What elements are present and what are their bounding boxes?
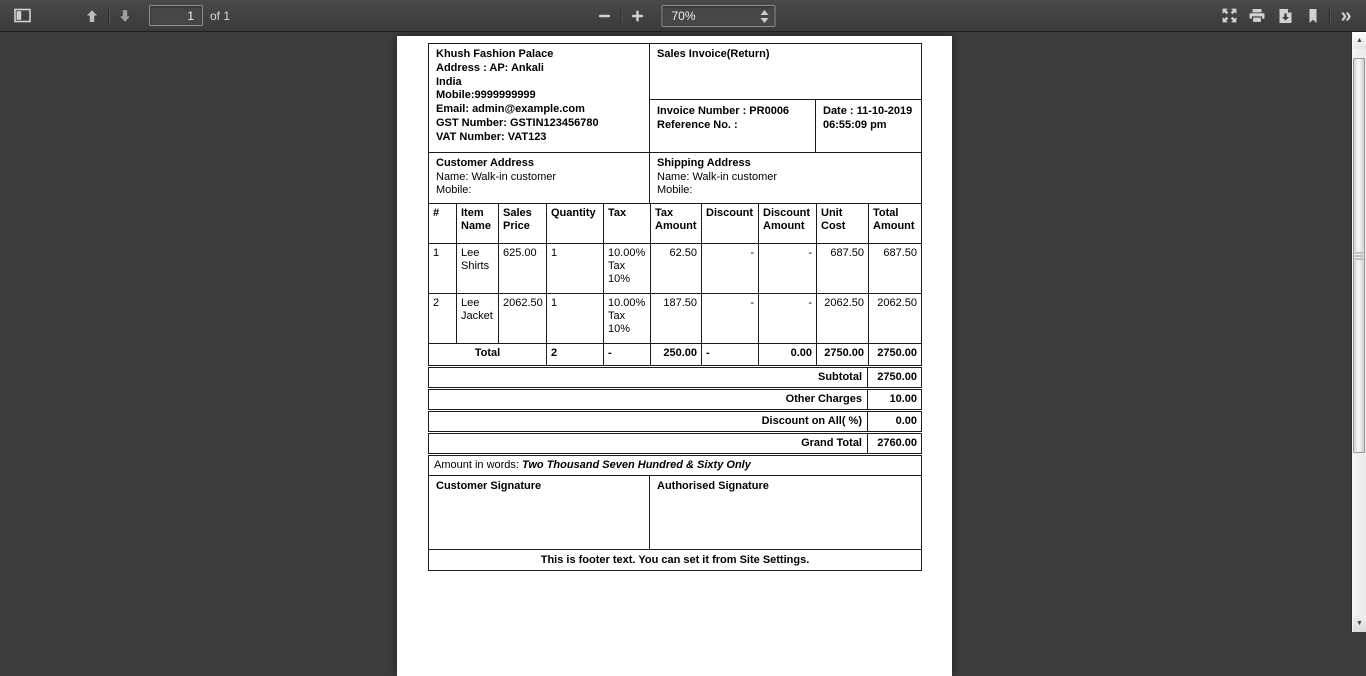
scrollbar-thumb[interactable] (1353, 58, 1365, 453)
toggle-sidebar-button[interactable] (8, 3, 36, 29)
amount-in-words-row (428, 455, 922, 476)
zoom-level-select[interactable] (662, 5, 776, 27)
total-amount: 2750.00 (877, 347, 917, 359)
invoice-date-cell (816, 100, 921, 152)
scrollbar-grip-icon (1356, 252, 1363, 259)
item-name: Lee Shirts (457, 244, 499, 293)
company-name: Khush Fashion Palace (436, 48, 554, 60)
col-header: Sales Price (499, 204, 547, 243)
customer-name: Name: Walk-in customer (436, 170, 557, 183)
customer-signature-cell: Customer Signature (429, 476, 650, 549)
customer-address-block (429, 153, 650, 203)
item-tax-amount: 187.50 (651, 294, 702, 343)
summary-label: Discount on All( %) (429, 412, 868, 431)
invoice-number-cell (650, 100, 816, 152)
item-quantity: 1 (547, 294, 604, 343)
pdf-page (397, 36, 952, 676)
page-number-input[interactable] (149, 5, 203, 26)
sidebar-icon (14, 8, 31, 23)
shipping-address-header: Shipping Address (657, 157, 751, 169)
summary-label: Other Charges (429, 390, 868, 409)
col-header: Tax (604, 204, 651, 243)
item-discount-amount: - (759, 244, 817, 293)
item-unit-cost: 2062.50 (817, 294, 869, 343)
customer-address-header: Customer Address (436, 157, 535, 169)
download-icon (1278, 8, 1293, 24)
summary-label: Grand Total (429, 434, 868, 453)
col-header: Item Name (457, 204, 499, 243)
col-header: Tax Amount (651, 204, 702, 243)
bookmark-icon (1307, 8, 1319, 24)
item-tax: 10.00% Tax 10% (604, 294, 651, 343)
item-index: 1 (429, 244, 457, 293)
company-gst: GST Number: GSTIN123456780 (436, 116, 599, 129)
toolbar-divider (1329, 8, 1330, 24)
summary-row-discount (428, 411, 922, 432)
items-total-row (429, 344, 921, 365)
invoice-number: Invoice Number : PR0006 (657, 105, 790, 117)
col-header: Discount Amount (759, 204, 817, 243)
invoice-date: Date : 11-10-2019 (823, 105, 913, 117)
company-info (429, 44, 650, 152)
pdf-viewer-area (0, 32, 1366, 632)
company-email: Email: admin@example.com (436, 103, 585, 116)
total-discount: - (702, 344, 759, 365)
col-header: Total Amount (873, 207, 915, 232)
item-quantity: 1 (547, 244, 604, 293)
invoice-time: 06:55:09 pm (823, 119, 887, 131)
summary-value: 2760.00 (877, 437, 917, 449)
summary-value: 0.00 (895, 415, 917, 427)
zoom-level-value: 70% (671, 9, 696, 23)
print-button[interactable] (1243, 3, 1271, 29)
item-discount: - (702, 244, 759, 293)
item-tax: 10.00% Tax 10% (604, 244, 651, 293)
item-row (429, 244, 921, 294)
address-section (428, 152, 922, 204)
item-index: 2 (429, 294, 457, 343)
presentation-mode-button[interactable] (1215, 3, 1243, 29)
toolbar-divider (108, 8, 109, 24)
invoice-title: Sales Invoice(Return) (650, 44, 921, 100)
plus-icon (631, 9, 645, 23)
invoice-footer: This is footer text. You can set it from Site Settings. (428, 549, 922, 571)
summary-value: 10.00 (889, 393, 917, 405)
total-label: Total (429, 344, 547, 365)
bookmark-button[interactable] (1299, 3, 1327, 29)
arrow-up-icon (84, 8, 100, 24)
item-tax-amount: 62.50 (651, 244, 702, 293)
item-sales-price: 625.00 (499, 244, 547, 293)
select-spinner-icon (761, 10, 769, 23)
amount-in-words-label: Amount in words: (434, 459, 523, 471)
col-header: Discount (702, 204, 759, 243)
total-tax: - (604, 344, 651, 365)
item-total-amount: 2062.50 (877, 297, 917, 309)
printer-icon (1248, 8, 1266, 24)
download-button[interactable] (1271, 3, 1299, 29)
zoom-out-button[interactable] (591, 3, 619, 29)
next-page-button[interactable] (111, 3, 139, 29)
col-header: # (429, 204, 457, 243)
fullscreen-icon (1221, 7, 1238, 24)
summary-row-grand-total (428, 433, 922, 454)
invoice-header-section (428, 43, 922, 153)
authorised-signature-cell: Authorised Signature (657, 480, 769, 492)
page-count-label: of 1 (210, 8, 231, 23)
customer-mobile: Mobile: (436, 184, 472, 196)
previous-page-button[interactable] (78, 3, 106, 29)
item-row (429, 294, 921, 344)
company-country: India (436, 75, 462, 88)
summary-row-subtotal (428, 367, 922, 388)
scroll-down-button[interactable]: ▼ (1353, 615, 1366, 632)
company-mobile: Mobile:9999999999 (436, 89, 536, 102)
col-header: Quantity (547, 204, 604, 243)
shipping-mobile: Mobile: (657, 184, 693, 196)
total-quantity: 2 (547, 344, 604, 365)
total-unit-cost: 2750.00 (817, 344, 869, 365)
shipping-address-block (650, 153, 921, 203)
toolbar-divider (621, 8, 622, 24)
items-table (428, 203, 922, 366)
item-total-amount: 687.50 (883, 247, 917, 259)
item-sales-price: 2062.50 (499, 294, 547, 343)
col-header: Unit Cost (817, 204, 869, 243)
summary-label: Subtotal (429, 368, 868, 387)
item-discount-amount: - (759, 294, 817, 343)
item-name: Lee Jacket (457, 294, 499, 343)
company-address: Address : AP: Ankali (436, 61, 544, 74)
pdf-toolbar (0, 0, 1366, 32)
item-discount: - (702, 294, 759, 343)
chevron-double-right-icon: » (1340, 4, 1352, 27)
items-table-header-row (429, 204, 921, 244)
more-tools-button[interactable] (1332, 3, 1360, 29)
arrow-down-icon (117, 8, 133, 24)
invoice-document (428, 43, 922, 571)
amount-in-words-value: Two Thousand Seven Hundred & Sixty Only (522, 459, 751, 471)
vertical-scrollbar[interactable] (1351, 32, 1366, 632)
signature-section (428, 475, 922, 550)
zoom-in-button[interactable] (624, 3, 652, 29)
summary-value: 2750.00 (877, 371, 917, 383)
scroll-up-button[interactable]: ▲ (1353, 32, 1366, 49)
item-unit-cost: 687.50 (817, 244, 869, 293)
total-tax-amount: 250.00 (651, 344, 702, 365)
minus-icon (598, 9, 612, 23)
company-vat: VAT Number: VAT123 (436, 130, 547, 143)
shipping-name: Name: Walk-in customer (657, 170, 778, 183)
summary-row-other-charges (428, 389, 922, 410)
total-discount-amount: 0.00 (759, 344, 817, 365)
reference-number: Reference No. : (657, 119, 738, 131)
